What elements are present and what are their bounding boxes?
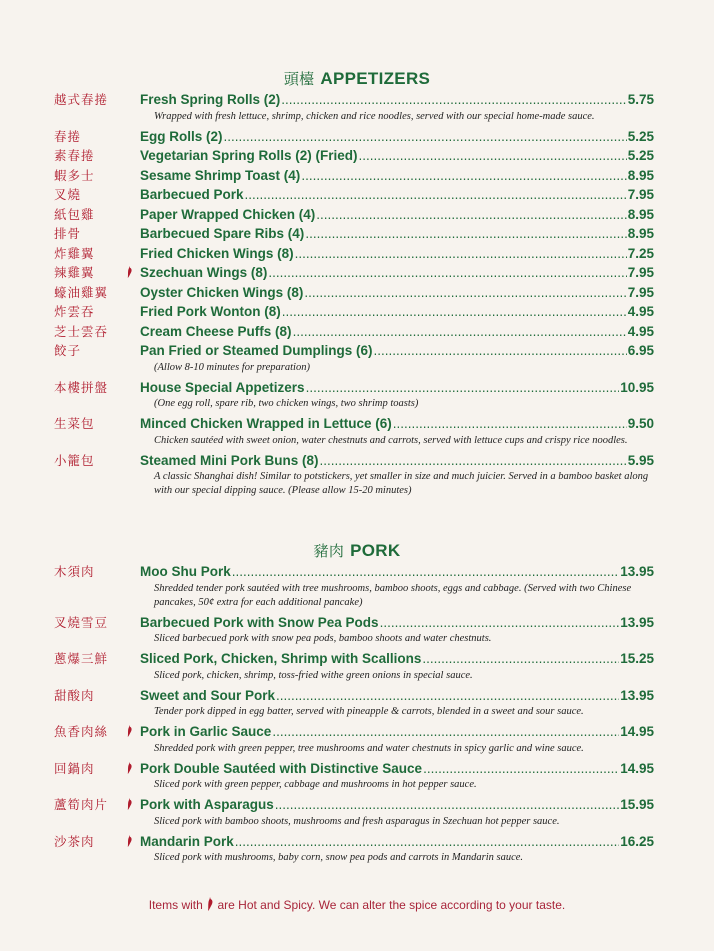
item-name: Paper Wrapped Chicken (4) — [140, 206, 316, 222]
menu-item — [54, 244, 654, 264]
menu-item — [54, 686, 654, 723]
item-chinese-name: 炸雲吞 — [54, 304, 95, 319]
leader-dots — [301, 168, 626, 183]
item-chinese-name: 蔥爆三鮮 — [54, 651, 109, 666]
pork-heading-zh: 豬肉 — [313, 542, 345, 560]
item-name: Pork in Garlic Sauce — [140, 724, 272, 739]
spicy-note-before: Items with — [148, 898, 203, 912]
leader-dots — [268, 265, 626, 280]
item-price: 5.75 — [627, 92, 654, 107]
item-name: Barbecued Spare Ribs (4) — [140, 226, 305, 241]
leader-dots — [224, 129, 627, 144]
item-name: Barbecued Pork — [140, 187, 244, 202]
appetizers-heading — [0, 68, 714, 89]
menu-item — [54, 302, 654, 322]
item-price: 6.95 — [627, 343, 654, 358]
item-line — [140, 207, 654, 222]
menu-item — [54, 649, 654, 686]
item-name: House Special Appetizers — [140, 379, 305, 395]
item-description: Tender pork dipped in egg batter, served with pineapple & carrots, blended in a sweet and sour sauce. — [154, 706, 584, 717]
item-description: Sliced pork with mushrooms, baby corn, snow pea pods and carrots in Mandarin sauce. — [154, 852, 524, 863]
item-line — [140, 834, 654, 849]
menu-item — [54, 90, 654, 127]
item-chinese-name: 炸雞翼 — [54, 245, 95, 261]
item-name: Steamed Mini Pork Buns (8) — [140, 452, 319, 468]
leader-dots — [232, 564, 619, 579]
item-line — [140, 226, 654, 241]
item-price: 15.25 — [620, 651, 654, 666]
item-chinese-name: 回鍋肉 — [54, 760, 95, 776]
item-name: Moo Shu Pork — [140, 564, 231, 579]
item-price: 4.95 — [627, 323, 654, 339]
item-price: 13.95 — [620, 687, 654, 703]
item-chinese-name: 紙包雞 — [54, 206, 95, 222]
menu-item — [54, 378, 654, 415]
appetizers-heading-zh: 頭檯 — [283, 70, 315, 88]
item-price: 7.25 — [627, 245, 654, 261]
item-price: 13.95 — [620, 564, 654, 579]
leader-dots — [305, 226, 626, 241]
item-line — [140, 187, 654, 202]
menu-item — [54, 127, 654, 147]
item-line — [140, 324, 654, 339]
item-price: 5.25 — [627, 148, 654, 163]
item-chinese-name: 本樓拼盤 — [54, 379, 109, 395]
menu-item — [54, 283, 654, 303]
pepper-icon — [126, 762, 140, 776]
item-chinese-name: 蠔油雞翼 — [54, 284, 109, 300]
item-chinese-name: 叉燒雪豆 — [54, 614, 109, 630]
item-line — [140, 148, 654, 163]
pepper-icon — [126, 798, 140, 812]
item-chinese-name: 小籠包 — [54, 452, 95, 468]
item-line — [140, 343, 654, 358]
menu-item — [54, 722, 654, 759]
item-chinese-name: 越式春捲 — [54, 92, 109, 107]
item-name: Oyster Chicken Wings (8) — [140, 284, 304, 300]
leader-dots — [235, 834, 619, 849]
item-chinese-name: 春捲 — [54, 128, 82, 144]
leader-dots — [359, 148, 627, 163]
item-description: Shredded tender pork sautéed with tree mushrooms, bamboo shoots, eggs and cabbage. (Served with two Chinese pancakes, 50¢ extra for each additional pancake) — [154, 582, 632, 608]
item-line — [140, 285, 654, 300]
item-price: 14.95 — [620, 724, 654, 739]
item-price: 4.95 — [627, 304, 654, 319]
item-price: 5.95 — [627, 452, 654, 468]
item-line — [140, 246, 654, 261]
leader-dots — [276, 688, 619, 703]
leader-dots — [304, 285, 626, 300]
item-name: Barbecued Pork with Snow Pea Pods — [140, 614, 379, 630]
item-line — [140, 416, 654, 431]
pork-heading — [0, 540, 714, 561]
item-line — [140, 615, 654, 630]
item-chinese-name: 叉燒 — [54, 187, 82, 202]
item-chinese-name: 生菜包 — [54, 416, 95, 431]
item-description: Wrapped with fresh lettuce, shrimp, chicken and rice noodles, served with our special home-made sauce. — [154, 110, 595, 122]
item-price: 5.25 — [627, 128, 654, 144]
menu-item — [54, 562, 654, 613]
leader-dots — [423, 761, 619, 776]
item-chinese-name: 甜酸肉 — [54, 687, 95, 703]
item-price: 15.95 — [620, 797, 654, 812]
item-name: Vegetarian Spring Rolls (2) (Fried) — [140, 148, 358, 163]
item-description: (One egg roll, spare rib, two chicken wings, two shrimp toasts) — [154, 398, 419, 409]
item-description: A classic Shanghai dish! Similar to potstickers, yet smaller in size and much juicier. Served in a bamboo basket along with our special dipping sauce. (Please allow 15-20 minutes) — [154, 471, 649, 496]
menu-item — [54, 263, 654, 283]
item-name: Egg Rolls (2) — [140, 128, 223, 144]
pork-list — [54, 562, 654, 868]
menu-item — [54, 759, 654, 796]
leader-dots — [282, 304, 627, 319]
item-chinese-name: 辣雞翼 — [54, 265, 95, 280]
item-line — [140, 724, 654, 739]
item-chinese-name: 芝士雲吞 — [54, 323, 109, 339]
item-line — [140, 797, 654, 812]
leader-dots — [306, 380, 620, 395]
item-description: Sliced pork with green pepper, cabbage and mushrooms in hot pepper sauce. — [154, 779, 477, 790]
menu-item — [54, 613, 654, 650]
item-price: 8.95 — [627, 226, 654, 241]
item-description: Shredded pork with green pepper, tree mushrooms and water chestnuts in spicy garlic and wine sauce. — [154, 742, 584, 754]
pepper-icon — [126, 725, 140, 739]
item-description: Sliced barbecued pork with snow pea pods, bamboo shoots and water chestnuts. — [154, 633, 492, 644]
item-line — [140, 304, 654, 319]
leader-dots — [422, 651, 619, 666]
leader-dots — [393, 416, 627, 431]
leader-dots — [272, 724, 619, 739]
menu-item — [54, 146, 654, 166]
item-name: Fried Chicken Wings (8) — [140, 245, 294, 261]
item-line — [140, 168, 654, 183]
item-name: Fresh Spring Rolls (2) — [140, 92, 281, 107]
leader-dots — [293, 324, 627, 339]
leader-dots — [320, 453, 627, 468]
leader-dots — [380, 615, 620, 630]
item-name: Mandarin Pork — [140, 833, 234, 849]
appetizers-list — [54, 90, 654, 501]
item-line — [140, 651, 654, 666]
item-chinese-name: 沙茶肉 — [54, 833, 95, 849]
pork-heading-en: PORK — [350, 541, 401, 560]
item-line — [140, 761, 654, 776]
menu-item — [54, 341, 654, 378]
item-price: 7.95 — [627, 187, 654, 202]
menu-item — [54, 322, 654, 342]
item-line — [140, 129, 654, 144]
item-name: Pan Fried or Steamed Dumplings (6) — [140, 343, 373, 358]
item-chinese-name: 餃子 — [54, 343, 82, 358]
item-chinese-name: 蝦多士 — [54, 167, 95, 183]
item-chinese-name: 排骨 — [54, 226, 82, 241]
item-chinese-name: 木須肉 — [54, 564, 95, 579]
menu-item — [54, 205, 654, 225]
item-line — [140, 564, 654, 579]
item-price: 14.95 — [620, 760, 654, 776]
item-price: 9.50 — [627, 416, 654, 431]
pepper-icon — [126, 266, 140, 280]
item-description: Chicken sautéed with sweet onion, water chestnuts and carrots, served with lettuce cups and crispy rice noodles. — [154, 434, 628, 446]
item-price: 7.95 — [627, 265, 654, 280]
item-name: Pork with Asparagus — [140, 797, 274, 812]
menu-item — [54, 795, 654, 832]
pepper-icon — [126, 835, 140, 849]
item-price: 16.25 — [620, 833, 654, 849]
item-name: Cream Cheese Puffs (8) — [140, 323, 292, 339]
item-price: 8.95 — [627, 167, 654, 183]
item-name: Sliced Pork, Chicken, Shrimp with Scallions — [140, 651, 422, 666]
item-price: 8.95 — [627, 206, 654, 222]
item-line — [140, 265, 654, 280]
item-name: Sweet and Sour Pork — [140, 687, 276, 703]
menu-item — [54, 832, 654, 869]
item-description: (Allow 8-10 minutes for preparation) — [154, 361, 310, 373]
item-chinese-name: 素春捲 — [54, 148, 95, 163]
spicy-note-after: are Hot and Spicy. We can alter the spice according to your taste. — [217, 898, 566, 912]
menu-item — [54, 451, 654, 502]
leader-dots — [245, 187, 627, 202]
item-line — [140, 380, 654, 395]
menu-item — [54, 224, 654, 244]
item-name: Fried Pork Wonton (8) — [140, 304, 281, 319]
item-name: Sesame Shrimp Toast (4) — [140, 167, 301, 183]
leader-dots — [275, 797, 619, 812]
item-line — [140, 453, 654, 468]
item-price: 13.95 — [620, 614, 654, 630]
item-line — [140, 688, 654, 703]
item-line — [140, 92, 654, 107]
item-price: 7.95 — [627, 284, 654, 300]
item-description: Sliced pork, chicken, shrimp, toss-fried withe green onions in special sauce. — [154, 669, 473, 681]
leader-dots — [281, 92, 626, 107]
item-name: Pork Double Sautéed with Distinctive Sauce — [140, 760, 423, 776]
item-name: Minced Chicken Wrapped in Lettuce (6) — [140, 416, 392, 431]
item-name: Szechuan Wings (8) — [140, 265, 268, 280]
appetizers-heading-en: APPETIZERS — [320, 69, 431, 88]
menu-item — [54, 166, 654, 186]
item-price: 10.95 — [620, 379, 654, 395]
menu-item — [54, 414, 654, 451]
pepper-icon — [206, 898, 217, 912]
item-chinese-name: 魚香肉絲 — [54, 724, 109, 739]
leader-dots — [374, 343, 627, 358]
item-description: Sliced pork with bamboo shoots, mushrooms and fresh asparagus in Szechuan hot pepper sauce. — [154, 815, 560, 827]
item-chinese-name: 蘆筍肉片 — [54, 797, 109, 812]
leader-dots — [316, 207, 626, 222]
menu-item — [54, 185, 654, 205]
spicy-note — [0, 897, 714, 912]
leader-dots — [295, 246, 627, 261]
